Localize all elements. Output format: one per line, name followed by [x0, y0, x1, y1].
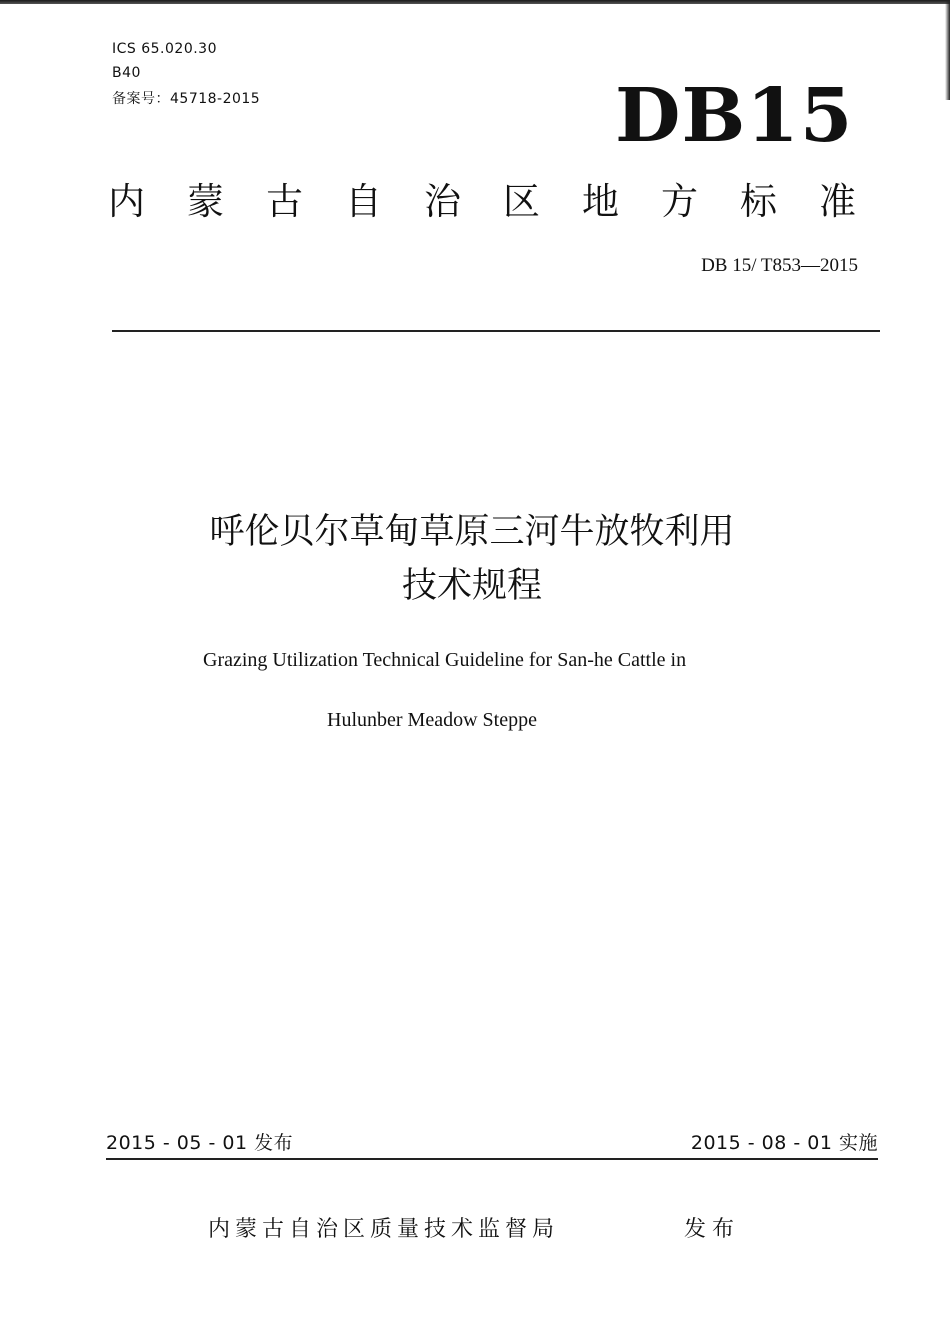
scan-edge-right: [945, 0, 950, 100]
classification-code: B40: [112, 65, 141, 81]
header-divider: [112, 330, 880, 332]
ics-code: ICS 65.020.30: [112, 41, 217, 57]
title-cn-line2: 技术规程: [401, 566, 542, 606]
title-en-line1: Grazing Utilization Technical Guideline for San-he Cattle in: [203, 649, 687, 671]
implementation-date: 2015 - 08 - 01 实施: [690, 1132, 878, 1154]
issue-verb: 发布: [684, 1217, 741, 1242]
title-cn-line1: 呼伦贝尔草甸草原三河牛放牧利用: [209, 512, 735, 552]
record-number: 备案号：45718-2015: [112, 91, 261, 107]
title-en-line2: Hulunber Meadow Steppe: [327, 709, 537, 731]
db-logo: DB15: [615, 73, 854, 159]
standard-code: DB 15/ T853—2015: [701, 255, 858, 276]
footer-divider: [106, 1158, 878, 1160]
issue-date: 2015 - 05 - 01 发布: [106, 1132, 294, 1154]
standard-type-title: 内蒙古自治区地方标准: [108, 180, 898, 223]
scan-edge-top: [0, 0, 950, 4]
issuing-authority: 内蒙古自治区质量技术监督局: [208, 1217, 560, 1242]
